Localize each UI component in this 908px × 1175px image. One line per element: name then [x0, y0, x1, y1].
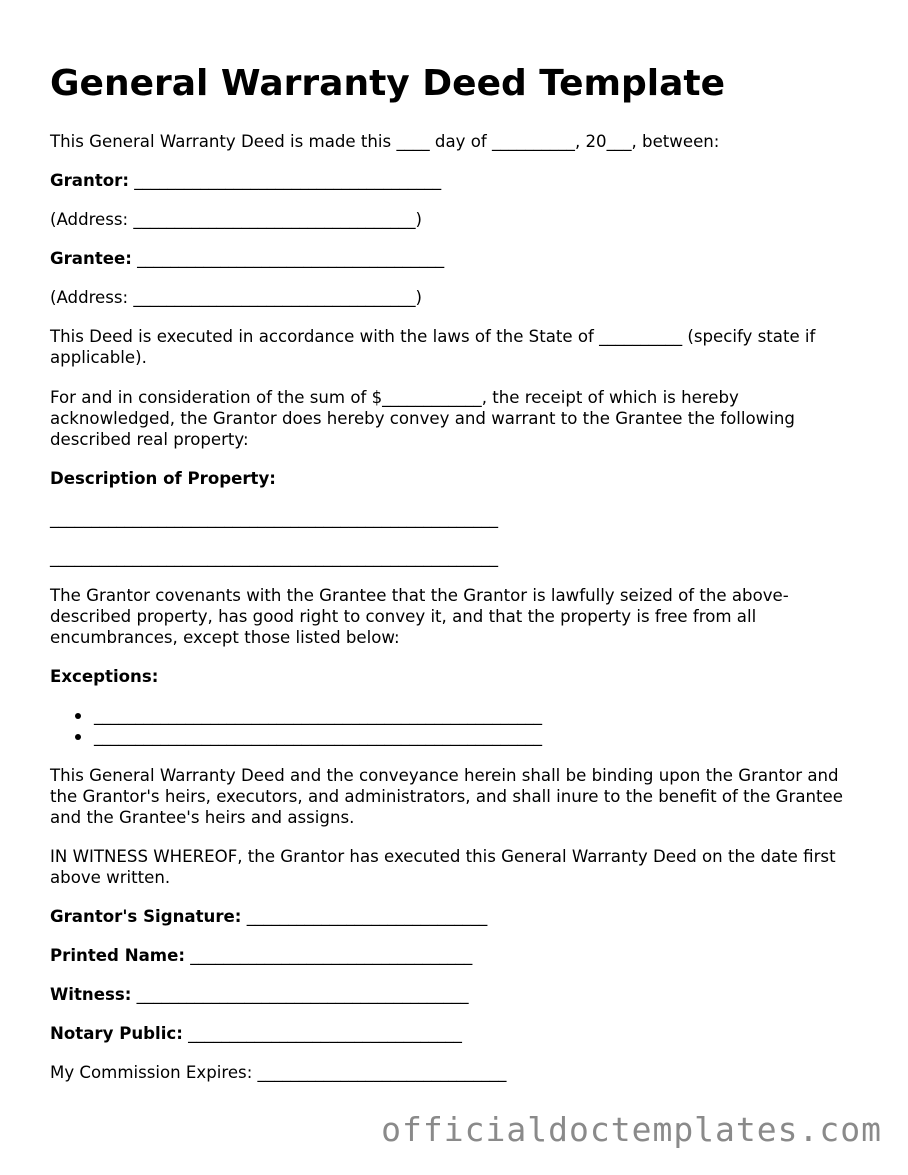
- exception-blank: ______________________________________________________: [94, 727, 543, 746]
- bullet-icon: [75, 713, 81, 719]
- printed-name-label: Printed Name:: [50, 946, 185, 965]
- watermark: officialdoctemplates.com: [381, 1110, 882, 1149]
- witness-label: Witness:: [50, 985, 132, 1004]
- notary-line: [50, 1023, 862, 1044]
- grantee-line: [50, 248, 862, 269]
- description-line: ______________________________________________________: [50, 548, 499, 567]
- exceptions-list: [50, 705, 542, 747]
- grantor-line: [50, 170, 862, 191]
- intro-paragraph: This General Warranty Deed is made this ____ day of __________, 20___, between:: [50, 132, 720, 151]
- signature-line: [50, 906, 862, 927]
- grantee-blank: _____________________________________: [131, 249, 445, 268]
- laws-paragraph: This Deed is executed in accordance with the laws of the State of __________ (specify state if applicable).: [50, 327, 821, 367]
- grantor-address-line: (Address: __________________________________): [50, 210, 422, 229]
- signature-blank: _____________________________: [241, 907, 488, 926]
- page-title: General Warranty Deed Template: [50, 63, 726, 104]
- printed-name-blank: __________________________________: [184, 946, 473, 965]
- covenant-paragraph: The Grantor covenants with the Grantee that the Grantor is lawfully seized of the above-described property, has good right to convey it, and that the property is free from all encumbrances, except those listed below:: [50, 586, 789, 647]
- commission-line: My Commission Expires: ______________________________: [50, 1063, 507, 1082]
- description-heading: Description of Property:: [50, 469, 276, 488]
- bullet-icon: [75, 734, 81, 740]
- notary-label: Notary Public:: [50, 1024, 183, 1043]
- witness-clause: IN WITNESS WHEREOF, the Grantor has executed this General Warranty Deed on the date first above written.: [50, 847, 841, 887]
- grantee-address-line: (Address: __________________________________): [50, 288, 422, 307]
- list-item: [50, 726, 542, 747]
- notary-blank: _________________________________: [182, 1024, 462, 1043]
- grantee-label: Grantee:: [50, 249, 132, 268]
- witness-line: [50, 984, 862, 1005]
- grantor-label: Grantor:: [50, 171, 129, 190]
- list-item: [50, 705, 542, 726]
- signature-label: Grantor's Signature:: [50, 907, 242, 926]
- consideration-paragraph: For and in consideration of the sum of $____________, the receipt of which is hereby acknowledged, the Grantor does hereby convey and warrant to the Grantee the following described real property:: [50, 388, 801, 449]
- exception-blank: ______________________________________________________: [94, 706, 543, 725]
- printed-name-line: [50, 945, 862, 966]
- binding-paragraph: This General Warranty Deed and the conveyance herein shall be binding upon the Grantor and the Grantor's heirs, executors, and administrators, and shall inure to the benefit of the Grantee and the Grantee's heirs and assigns.: [50, 766, 849, 827]
- witness-blank: ________________________________________: [131, 985, 469, 1004]
- exceptions-heading: Exceptions:: [50, 667, 159, 686]
- description-line: ______________________________________________________: [50, 509, 499, 528]
- grantor-blank: _____________________________________: [128, 171, 442, 190]
